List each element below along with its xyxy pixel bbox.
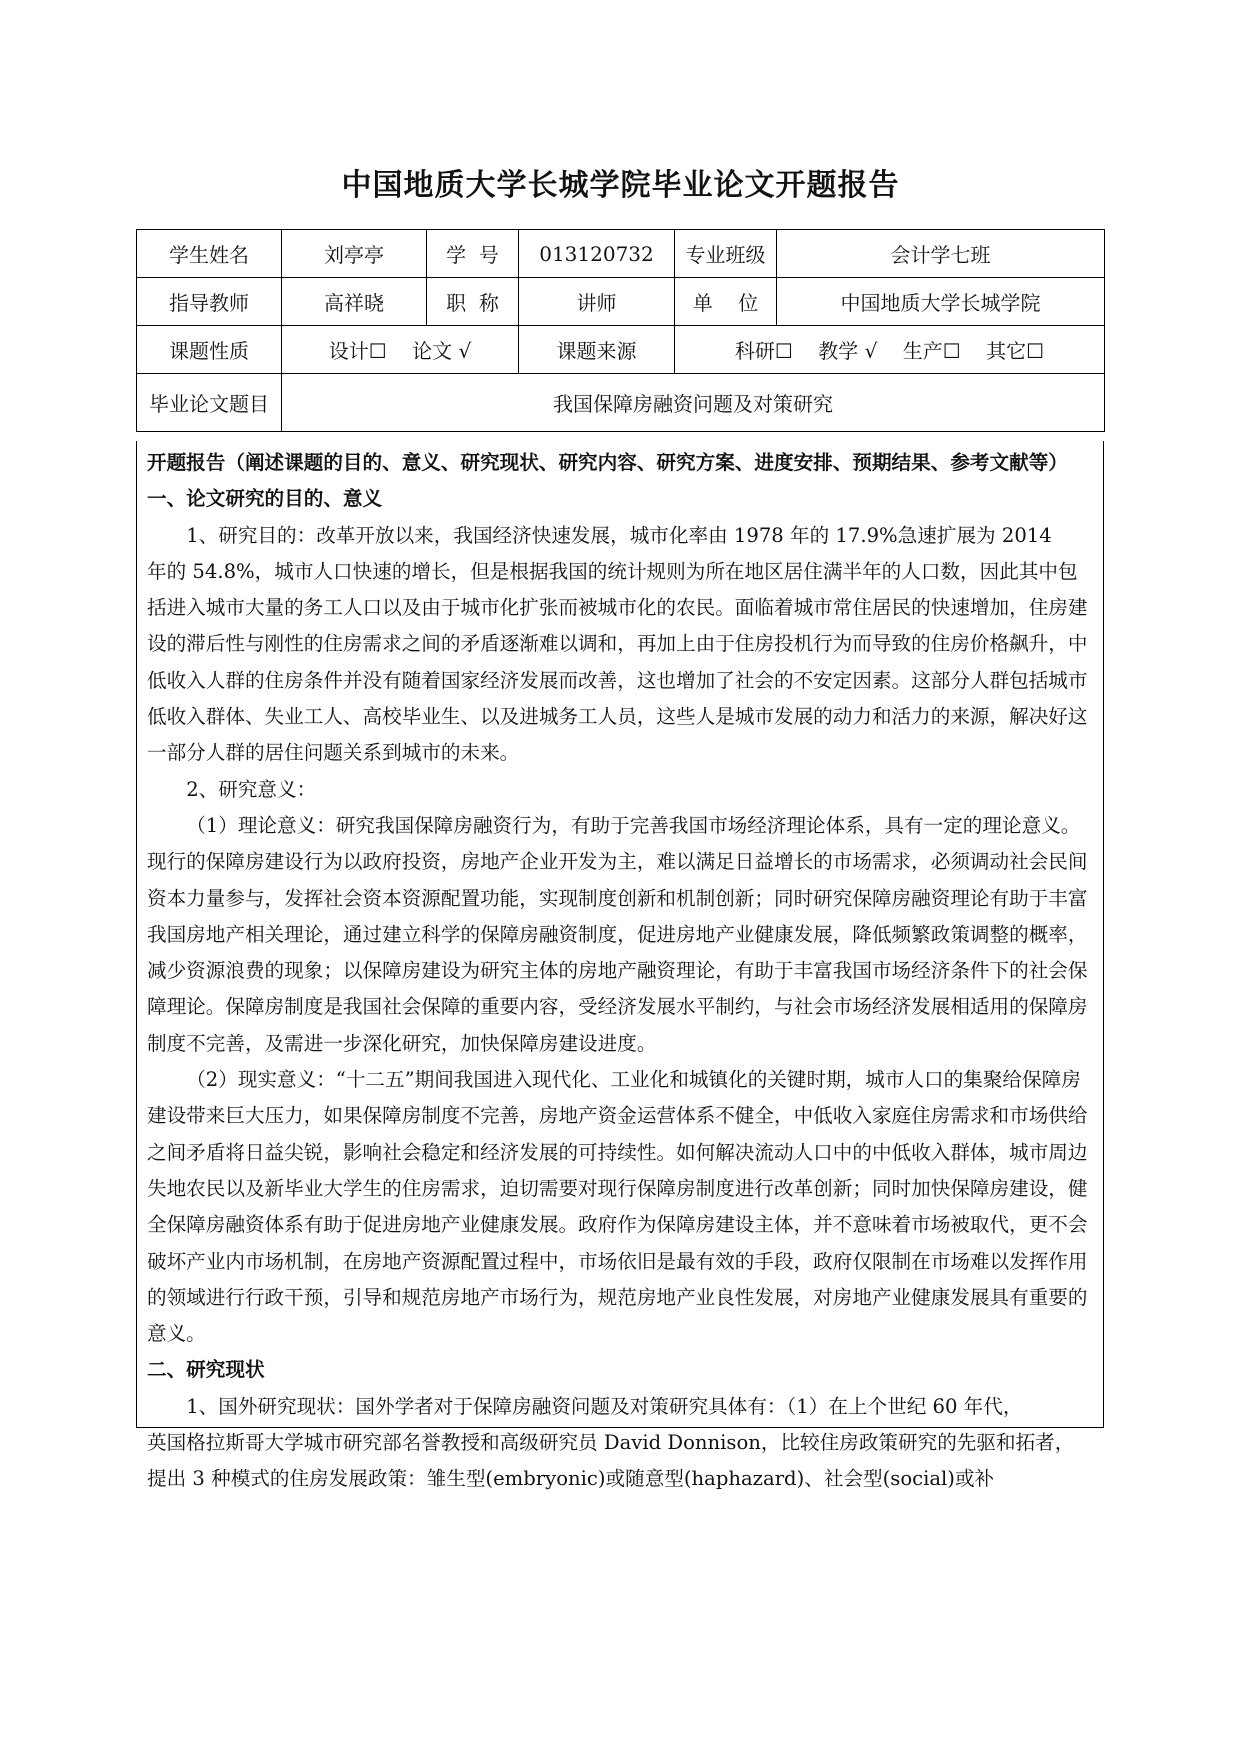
section-heading-purpose: 一、论文研究的目的、意义 <box>147 487 383 511</box>
unit-value: 中国地质大学长城学院 <box>777 278 1105 326</box>
paragraph-purpose-line1: 1、研究目的：改革开放以来，我国经济快速发展，城市化率由 1978 年的 17.9%急速扩展为 2014 <box>186 523 1052 547</box>
page-title: 中国地质大学长城学院毕业论文开题报告 <box>341 168 900 203</box>
advisor-title-label: 职 称 <box>427 278 519 326</box>
paragraph-purpose: 年的 54.8%，城市人口快速的增长，但是根据我国的统计规则为所在地区居住满半年的人口数，因此其中包括进入城市大量的务工人口以及由于城市化扩张而被城市化的农民。面临着城市常住居民的快速增加，住房建设的滞后性与刚性的住房需求之间的矛盾逐渐难以调和，再加上由于住房投机行为而导致的住房价格飙升，中低收入人群的住房条件并没有随着国家经济发展而改善，这也增加了社会的不安定因素。这部分人群包括城市低收入群体、失业工人、高校毕业生、以及进城务工人员，这些人是城市发展的动力和活力的来源，解决好这一部分人群的居住问题关系到城市的未来。 <box>147 559 1088 765</box>
paragraph-significance-heading: 2、研究意义： <box>186 777 317 801</box>
student-name-label: 学生姓名 <box>137 230 282 278</box>
student-id-label: 学 号 <box>427 230 519 278</box>
paragraph-foreign-status-line1: 1、国外研究现状：国外学者对于保障房融资问题及对策研究具体有：（1）在上个世纪 60 年代， <box>186 1394 1023 1418</box>
report-body <box>136 441 1104 1491</box>
report-heading: 开题报告（阐述课题的目的、意义、研究现状、研究内容、研究方案、进度安排、预期结果、参考文献等） <box>147 451 1068 474</box>
student-info-table <box>136 229 1105 432</box>
thesis-title-label: 毕业论文题目 <box>137 374 282 432</box>
unit-label: 单 位 <box>675 278 777 326</box>
source-options: 科研☐ 教学 √ 生产☐ 其它☐ <box>675 326 1105 374</box>
nature-label: 课题性质 <box>137 326 282 374</box>
advisor-value: 高祥晓 <box>282 278 427 326</box>
paragraph-practical-significance: （2）现实意义：“十二五”期间我国进入现代化、工业化和城镇化的关键时期，城市人口的集聚给保障房建设带来巨大压力，如果保障房制度不完善，房地产资金运营体系不健全，中低收入家庭住房需求和市场供给之间矛盾将日益尖锐，影响社会稳定和经济发展的可持续性。如何解决流动人口中的中低收入群体，城市周边失地农民以及新毕业大学生的住房需求，迫切需要对现行保障房制度进行改革创新；同时加快保障房建设，健全保障房融资体系有助于促进房地产业健康发展。政府作为保障房建设主体，并不意味着市场被取代，更不会破坏产业内市场机制，在房地产资源配置过程中，市场依旧是最有效的手段，政府仅限制在市场难以发挥作用的领域进行行政干预，引导和规范房地产市场行为，规范房地产业良性发展，对房地产业健康发展具有重要的意义。 <box>147 1068 1088 1346</box>
class-value: 会计学七班 <box>777 230 1105 278</box>
section-heading-status: 二、研究现状 <box>147 1358 265 1382</box>
student-id-value: 013120732 <box>519 230 675 278</box>
advisor-label: 指导教师 <box>137 278 282 326</box>
nature-options: 设计☐ 论文 √ <box>282 326 519 374</box>
advisor-title-value: 讲师 <box>519 278 675 326</box>
thesis-title-value: 我国保障房融资问题及对策研究 <box>282 374 1105 432</box>
student-name-value: 刘亭亭 <box>282 230 427 278</box>
class-label: 专业班级 <box>675 230 777 278</box>
source-label: 课题来源 <box>519 326 675 374</box>
paragraph-theory-significance: （1）理论意义：研究我国保障房融资行为，有助于完善我国市场经济理论体系，具有一定的理论意义。现行的保障房建设行为以政府投资，房地产企业开发为主，难以满足日益增长的市场需求，必须调动社会民间资本力量参与，发挥社会资本资源配置功能，实现制度创新和机制创新；同时研究保障房融资理论有助于丰富我国房地产相关理论，通过建立科学的保障房融资制度，促进房地产业健康发展，降低频繁政策调整的概率，减少资源浪费的现象；以保障房建设为研究主体的房地产融资理论，有助于丰富我国市场经济条件下的社会保障理论。保障房制度是我国社会保障的重要内容，受经济发展水平制约，与社会市场经济发展相适用的保障房制度不完善，及需进一步深化研究，加快保障房建设进度。 <box>147 813 1088 1055</box>
paragraph-foreign-status: 英国格拉斯哥大学城市研究部名誉教授和高级研究员 David Donnison，比较住房政策研究的先驱和拓者，提出 3 种模式的住房发展政策：雏生型(embryonic)或随意型(haphazard)、社会型(social)或补 <box>147 1431 1075 1491</box>
